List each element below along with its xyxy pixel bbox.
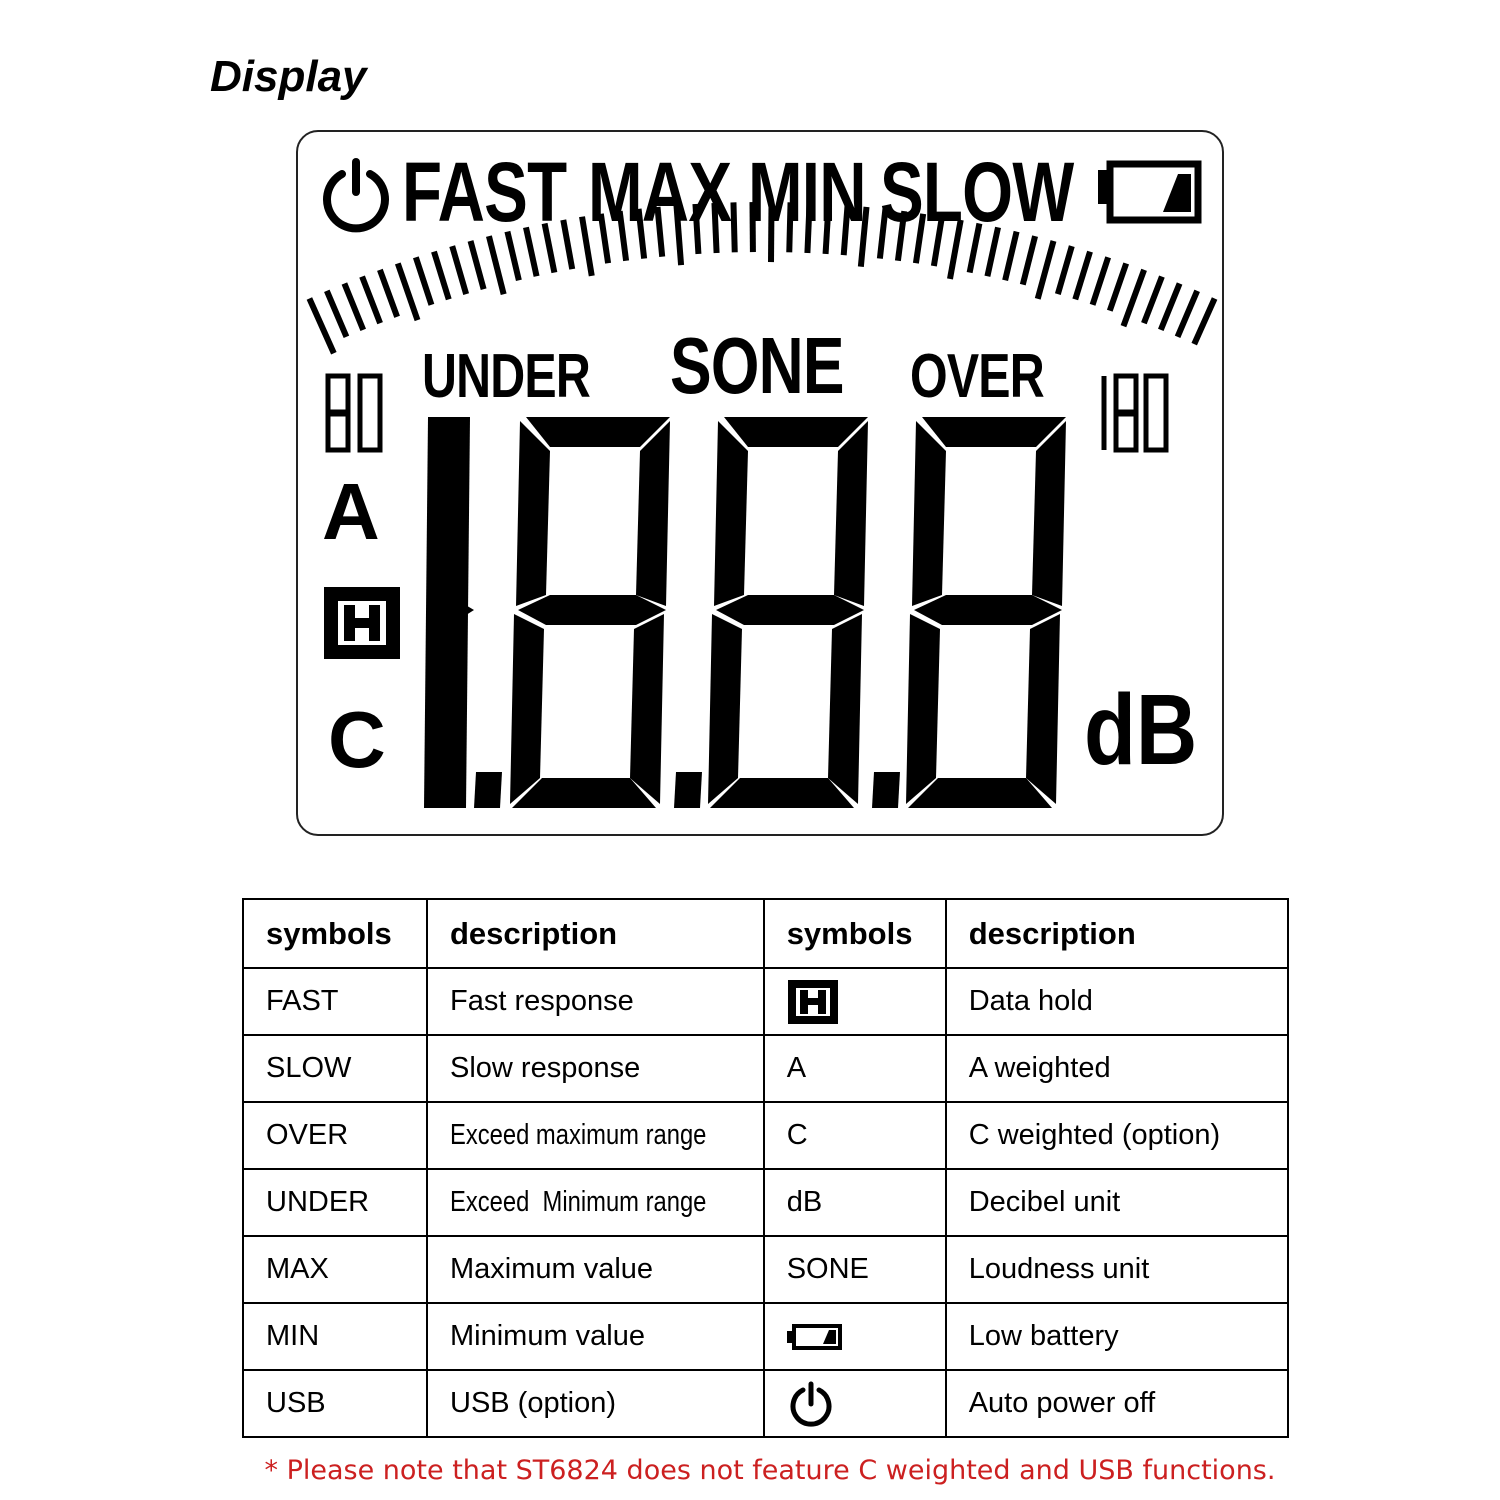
description-cell: Fast response xyxy=(427,968,764,1035)
decimal-point xyxy=(872,772,900,808)
description-cell: A weighted xyxy=(946,1035,1288,1102)
description-cell xyxy=(427,1169,764,1236)
description-cell: Slow response xyxy=(427,1035,764,1102)
bargraph-tick xyxy=(1144,277,1162,324)
symbol-cell: SLOW xyxy=(243,1035,427,1102)
bargraph-tick xyxy=(489,236,504,294)
bargraph-tick xyxy=(362,277,380,324)
segment-f xyxy=(714,421,748,606)
segment-c xyxy=(1026,614,1060,804)
description-cell: Maximum value xyxy=(427,1236,764,1303)
bargraph-tick xyxy=(1093,257,1109,305)
description-cell: C weighted (option) xyxy=(946,1102,1288,1169)
table-header-row xyxy=(243,899,1288,968)
symbol-cell xyxy=(764,1370,946,1437)
description-cell: Minimum value xyxy=(427,1303,764,1370)
segment-g xyxy=(518,595,666,625)
bargraph-tick xyxy=(1161,284,1180,330)
decimal-point xyxy=(474,772,502,808)
bargraph-tick xyxy=(416,257,432,305)
symbol-cell: OVER xyxy=(243,1102,427,1169)
segment-a xyxy=(724,417,868,447)
description-text: Exceed maximum range xyxy=(450,1119,707,1151)
symbols-table xyxy=(242,898,1289,1438)
bargraph-tick xyxy=(471,241,484,289)
symbol-cell xyxy=(764,968,946,1035)
main-reading-segments xyxy=(424,417,1066,808)
segment-c xyxy=(828,614,862,804)
description-cell: Decibel unit xyxy=(946,1169,1288,1236)
lcd-display xyxy=(296,130,1224,836)
bargraph-tick xyxy=(327,291,347,337)
description-cell: USB (option) xyxy=(427,1370,764,1437)
header-description-2: description xyxy=(946,899,1288,968)
description-cell: Auto power off xyxy=(946,1370,1288,1437)
segment-e xyxy=(510,614,544,804)
bargraph-tick xyxy=(380,270,397,317)
bargraph-tick xyxy=(1110,263,1126,310)
bargraph-tick xyxy=(1178,291,1198,337)
bargraph-tick xyxy=(733,202,734,252)
bargraph-tick xyxy=(1038,241,1054,299)
symbol-cell: C xyxy=(764,1102,946,1169)
bargraph-tick xyxy=(1194,298,1214,344)
header-symbols-1: symbols xyxy=(243,899,427,968)
symbol-cell: MIN xyxy=(243,1303,427,1370)
low-battery-icon xyxy=(1098,164,1198,220)
segment-c xyxy=(630,614,664,804)
symbol-cell xyxy=(764,1303,946,1370)
description-cell: Low battery xyxy=(946,1303,1288,1370)
description-cell xyxy=(427,1102,764,1169)
symbol-cell: A xyxy=(764,1035,946,1102)
symbol-cell: USB xyxy=(243,1370,427,1437)
header-symbols-2: symbols xyxy=(764,899,946,968)
description-cell: Data hold xyxy=(946,968,1288,1035)
data-hold-icon xyxy=(787,979,839,1025)
bargraph-tick xyxy=(398,263,418,320)
lcd-label-fast: FAST xyxy=(402,145,567,239)
description-cell: Loudness unit xyxy=(946,1236,1288,1303)
footnote: * Please note that ST6824 does not feature C weighted and USB functions. xyxy=(264,1455,1276,1486)
bargraph-tick xyxy=(452,246,466,294)
header-description-1: description xyxy=(427,899,764,968)
low-battery-icon xyxy=(787,1323,843,1351)
segment-b xyxy=(834,421,868,606)
segment-g xyxy=(716,595,864,625)
section-heading: Display xyxy=(210,52,367,101)
table-row xyxy=(243,1236,1288,1303)
segment-g xyxy=(914,595,1062,625)
bargraph-tick xyxy=(309,298,333,353)
table-row xyxy=(243,1102,1288,1169)
segment-e xyxy=(708,614,742,804)
segment-e xyxy=(906,614,940,804)
table-row xyxy=(243,1169,1288,1236)
lcd-label-over: OVER xyxy=(910,342,1044,411)
symbol-cell: MAX xyxy=(243,1236,427,1303)
power-icon xyxy=(327,162,385,228)
segment-f xyxy=(516,421,550,606)
lcd-label-db: dB xyxy=(1084,674,1198,786)
scale-max-180 xyxy=(1104,376,1166,450)
lcd-label-max: MAX xyxy=(588,145,732,239)
lcd-label-slow: SLOW xyxy=(880,145,1074,239)
segment-b xyxy=(1032,421,1066,606)
lcd-label-sone: SONE xyxy=(670,321,844,410)
table-row xyxy=(243,968,1288,1035)
lcd-label-a: A xyxy=(322,467,380,556)
table-row xyxy=(243,1035,1288,1102)
segment-b xyxy=(636,421,670,606)
decimal-point xyxy=(674,772,702,808)
segment-a xyxy=(526,417,670,447)
symbol-cell: SONE xyxy=(764,1236,946,1303)
lcd-label-c: C xyxy=(328,695,386,784)
bargraph-tick xyxy=(344,284,363,330)
symbol-cell: UNDER xyxy=(243,1169,427,1236)
symbol-cell: FAST xyxy=(243,968,427,1035)
segment-a xyxy=(922,417,1066,447)
lcd-label-min: MIN xyxy=(748,145,866,239)
description-text: Exceed Minimum range xyxy=(450,1186,707,1218)
power-icon xyxy=(787,1380,835,1428)
bargraph-tick xyxy=(1123,270,1144,326)
table-row xyxy=(243,1370,1288,1437)
bargraph-tick xyxy=(1023,236,1035,284)
bargraph-tick xyxy=(1075,252,1090,300)
scale-min-80 xyxy=(328,376,380,450)
bargraph-tick xyxy=(434,252,449,300)
segment-f xyxy=(912,421,946,606)
table-row xyxy=(243,1303,1288,1370)
hold-icon xyxy=(324,587,400,659)
lcd-label-under: UNDER xyxy=(422,342,591,411)
digit-1-segment xyxy=(424,417,470,808)
symbol-cell: dB xyxy=(764,1169,946,1236)
bargraph-tick xyxy=(1058,246,1072,294)
